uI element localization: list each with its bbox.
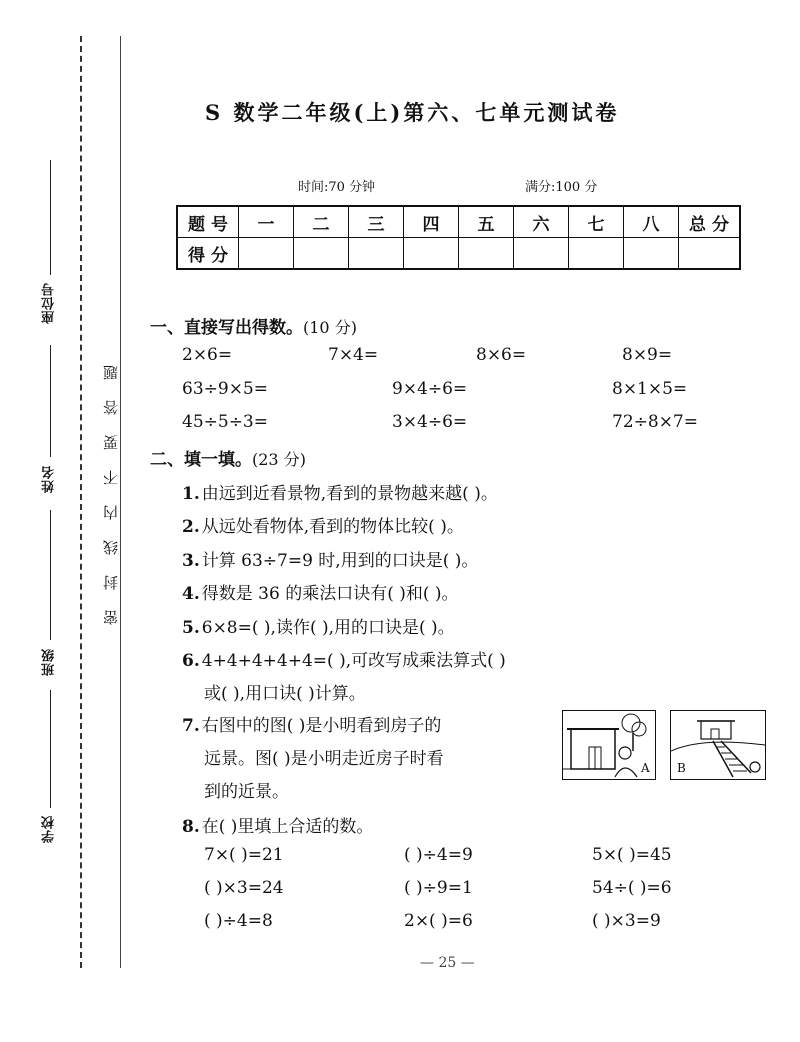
score-row-label: 得 分: [177, 238, 239, 270]
question-7: [182, 710, 444, 809]
question-text: 在( )里填上合适的数。: [201, 817, 374, 837]
time-limit: 时间:70 分钟: [298, 180, 376, 195]
fill-blank-problem: 5×( )=45: [592, 845, 672, 865]
question-text-line: 远景。图( )是小明走近房子时看: [204, 749, 444, 769]
section2-title: 二、填一填。: [150, 450, 252, 470]
question-3: [182, 546, 478, 571]
picture-a-label: A: [641, 761, 650, 775]
calc-problem: 45÷5÷3=: [182, 412, 268, 432]
score-cell[interactable]: [239, 238, 294, 270]
calc-problem: 8×1×5=: [612, 379, 688, 399]
school-fill-line[interactable]: [50, 690, 51, 808]
name-fill-line[interactable]: [50, 345, 51, 457]
school-label: 学校: [42, 815, 57, 843]
score-cell[interactable]: [294, 238, 349, 270]
score-table-header-row: [177, 206, 740, 238]
header-cell: 四: [404, 206, 459, 238]
fill-blank-problem: ( )÷4=8: [204, 911, 273, 931]
score-cell[interactable]: [679, 238, 741, 270]
picture-b-label: B: [677, 761, 686, 775]
calc-problem: 7×4=: [328, 345, 379, 365]
header-cell: 二: [294, 206, 349, 238]
header-cell: 五: [459, 206, 514, 238]
header-cell: 总 分: [679, 206, 741, 238]
score-cell[interactable]: [624, 238, 679, 270]
question-text: 4+4+4+4+4=( ),可改写成乘法算式( ): [201, 651, 506, 671]
question-number: 4.: [182, 584, 200, 604]
class-label: 班级: [42, 648, 57, 676]
section2-points: (23 分): [252, 450, 306, 469]
score-cell[interactable]: [569, 238, 624, 270]
header-cell: 六: [514, 206, 569, 238]
seal-notice: 密封线内不要答题: [102, 345, 120, 625]
score-cell[interactable]: [514, 238, 569, 270]
section1-points: (10 分): [303, 318, 357, 337]
question-text-line: 右图中的图( )是小明看到房子的: [201, 716, 442, 736]
calc-problem: 2×6=: [182, 345, 233, 365]
score-table: [176, 205, 741, 270]
question-text: 计算 63÷7=9 时,用到的口诀是( )。: [201, 551, 479, 571]
calc-problem: 3×4÷6=: [392, 412, 468, 432]
question-number: 1.: [182, 484, 200, 504]
question-8: [182, 812, 373, 837]
header-cell: 一: [239, 206, 294, 238]
score-cell[interactable]: [459, 238, 514, 270]
class-fill-line[interactable]: [50, 510, 51, 640]
calc-problem: 63÷9×5=: [182, 379, 268, 399]
binding-dashed-line: [80, 36, 82, 968]
fill-blank-problem: 54÷( )=6: [592, 878, 672, 898]
question-text: 从远处看物体,看到的物体比较( )。: [201, 517, 464, 537]
header-cell: 八: [624, 206, 679, 238]
question-number: 3.: [182, 551, 200, 571]
section1-heading: [150, 313, 357, 338]
question-number: 5.: [182, 618, 200, 638]
question-number: 7.: [182, 716, 200, 736]
header-cell: 三: [349, 206, 404, 238]
question-4: [182, 579, 459, 604]
question-6-continued: 或( ),用口诀( )计算。: [204, 684, 366, 704]
question-6: [182, 646, 506, 671]
page-title: S 数学二年级(上)第六、七单元测试卷: [205, 100, 620, 125]
fill-blank-problem: 7×( )=21: [204, 845, 284, 865]
seat-label: 座位号: [42, 282, 57, 324]
fill-blank-problem: ( )÷9=1: [404, 878, 473, 898]
score-cell[interactable]: [404, 238, 459, 270]
question-number: 6.: [182, 651, 200, 671]
name-label: 姓名: [42, 465, 57, 493]
fill-blank-problem: ( )×3=24: [204, 878, 284, 898]
question-number: 8.: [182, 817, 200, 837]
page-number: — 25 —: [420, 955, 475, 971]
fill-blank-problem: ( )÷4=9: [404, 845, 473, 865]
question-text-line: 到的近景。: [204, 782, 289, 802]
question-5: [182, 613, 455, 638]
question-2: [182, 512, 464, 537]
calc-problem: 72÷8×7=: [612, 412, 698, 432]
section1-title: 一、直接写出得数。: [150, 318, 303, 338]
header-cell: 七: [569, 206, 624, 238]
seat-fill-line[interactable]: [50, 160, 51, 275]
calc-problem: 8×6=: [476, 345, 527, 365]
question-1: [182, 479, 498, 504]
question-text: 由远到近看景物,看到的景物越来越( )。: [201, 484, 498, 504]
fill-blank-problem: ( )×3=9: [592, 911, 661, 931]
calc-problem: 8×9=: [622, 345, 673, 365]
question-text: 6×8=( ),读作( ),用的口诀是( )。: [201, 618, 455, 638]
full-score: 满分:100 分: [525, 180, 598, 195]
section2-heading: [150, 445, 306, 470]
question-number: 2.: [182, 517, 200, 537]
score-table-score-row: [177, 238, 740, 270]
score-cell[interactable]: [349, 238, 404, 270]
fill-blank-problem: 2×( )=6: [404, 911, 473, 931]
picture-a: [562, 710, 656, 780]
calc-problem: 9×4÷6=: [392, 379, 468, 399]
picture-b: [670, 710, 766, 780]
question-text: 得数是 36 的乘法口诀有( )和( )。: [201, 584, 459, 604]
header-cell: 题 号: [177, 206, 239, 238]
